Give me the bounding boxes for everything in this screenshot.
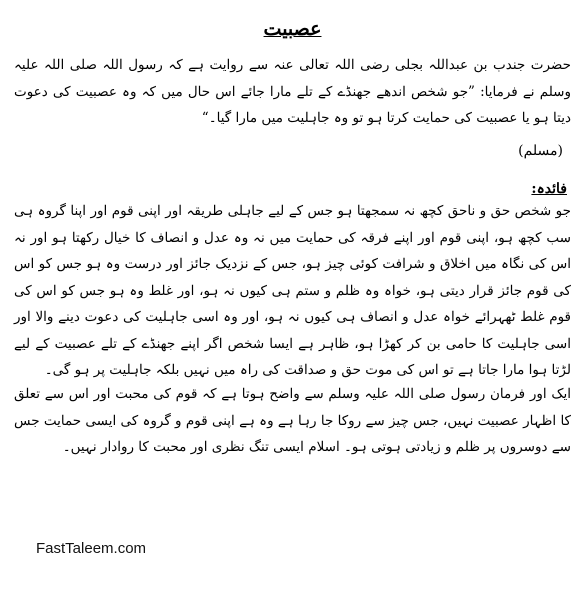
benefit-heading: فائدہ: — [531, 181, 567, 197]
hadith-reference: (مسلم) — [518, 143, 563, 159]
benefit-paragraph-1: جو شخص حق و ناحق کچھ نہ سمجھتا ہو جس کے لیے جاہلی طریقہ اور اپنی قوم اور اپنا گروہ ہی سب کچھ ہو، اپنی قوم اور اپنے فرقہ کی حمایت میں نہ وہ عدل و انصاف کا خیال رکھتا ہو اور نہ اس کی نگاہ میں اخلاق و شرافت کوئی چیز ہو، جس کے نزدیک جائز اور درست وہ ہو جس کو اس کی قوم جائز قرار دیتی ہو، خواہ وہ ظلم و ستم ہی کیوں نہ ہو، اور غلط وہ ہو جس کو اس کی قوم غلط ٹھہرائے خواہ عدل و انصاف ہی کیوں نہ ہو، اور وہ اسی جاہلیت کی دعوت دینے والا اور اسی جاہلیت کا حامی بن کر کھڑا ہو، ظاہر ہے ایسا شخص اگر اپنے جھنڈے کے تلے عصبیت کے لیے لڑتا ہوا مارا جاتا ہے تو اس کی موت حق و صداقت کی راہ میں نہیں بلکہ جاہلیت پر ہو گی۔ — [14, 203, 571, 378]
footer-brand: FastTaleem.com — [36, 540, 147, 557]
hadith-paragraph: حضرت جندب بن عبداللہ بجلی رضی اللہ تعالی عنہ سے روایت ہے کہ رسول اللہ صلی اللہ علیہ وسلم نے فرمایا: ”جو شخص اندھے جھنڈے کے تلے مارا جائے اس حال میں کہ وہ عصبیت کی دعوت دیتا ہو یا عصبیت کی حمایت کرتا ہو تو وہ جاہلیت میں مارا گیا۔“ — [14, 57, 571, 126]
benefit-paragraph-2: ایک اور فرمان رسول صلی اللہ علیہ وسلم سے واضح ہوتا ہے کہ قوم کی محبت اور اس سے تعلق کا اظہار عصبیت نہیں، جس چیز سے روکا جا رہا ہے وہ ہے اپنی قوم و گروہ کی ایسی حمایت جس سے دوسروں پر ظلم و زیادتی ہوتی ہو۔ اسلام ایسی تنگ نظری اور محبت کا روادار نہیں۔ — [13, 386, 571, 455]
page-title: عصبیت — [263, 18, 322, 40]
